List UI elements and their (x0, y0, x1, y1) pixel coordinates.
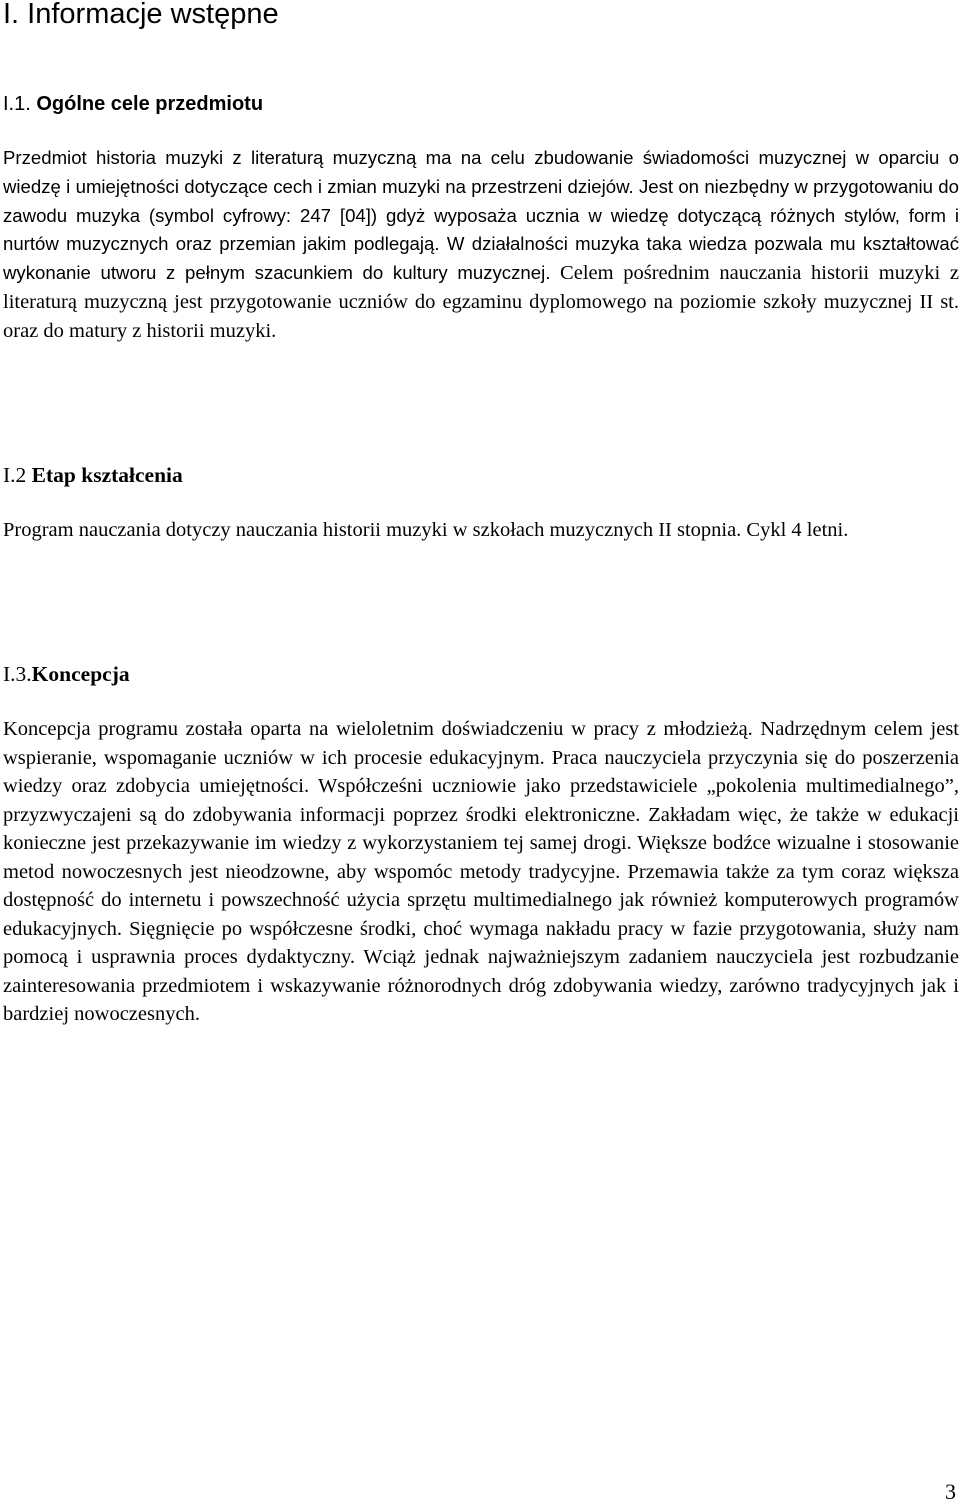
section-1-paragraph-serif: Celem pośrednim nauczania historii muzyki z literaturą muzyczną jest przygotowanie uczniów do egzaminu dyplomowego na poziomie szkoły muzycznej II st. oraz do matury z historii muzyki. (3, 262, 959, 342)
page-number: 3 (945, 1479, 956, 1504)
section-2-paragraph: Program nauczania dotyczy nauczania historii muzyki w szkołach muzycznych II stopnia. Cykl 4 letni. (3, 519, 849, 541)
section-2-heading (3, 461, 959, 489)
document-title: I. Informacje wstępne (3, 0, 279, 30)
section-3-number: I.3. (3, 662, 32, 686)
section-1-number: I.1. (3, 93, 31, 115)
section-2-number: I.2 (3, 463, 27, 487)
section-1-paragraph-sans: Przedmiot historia muzyki z literaturą muzyczną ma na celu zbudowanie świadomości muzycznej w oparciu o wiedzę i umiejętności dotyczące cech i zmian muzyki na przestrzeni dziejów. Jest on niezbędny w przygotowaniu do zawodu muzyka (symbol cyfrowy: 247 [04]) gdyż wyposaża ucznia w wiedzę dotyczącą różnych stylów, form i nurtów muzycznych oraz przemian jakim podlegają. W działalności muzyka taka wiedza pozwala mu kształtować wykonanie utworu z pełnym szacunkiem do kultury muzycznej. (3, 147, 959, 284)
section-1-heading (3, 90, 959, 118)
section-3-title: Koncepcja (31, 662, 130, 686)
section-3-heading (3, 660, 959, 688)
section-1-title: Ogólne cele przedmiotu (36, 93, 264, 115)
section-1-paragraph (3, 144, 959, 346)
section-3-paragraph: Koncepcja programu została oparta na wieloletnim doświadczeniu w pracy z młodzieżą. Nadrzędnym celem jest wspieranie, wspomaganie uczniów w ich procesie edukacyjnym. Praca nauczyciela przyczynia się do poszerzenia wiedzy oraz zdobycia umiejętności. Współcześni uczniowie jako przedstawiciele „pokolenia multimedialnego”, przyzwyczajeni są do zdobywania informacji poprzez środki elektroniczne. Zakładam więc, że także w edukacji konieczne jest przekazywanie im wiedzy z wykorzystaniem tej samej drogi. Większe bodźce wizualne i stosowanie metod nowoczesnych jest nieodzowne, aby wspomóc metody tradycyjne. Przemawia także za tym coraz większa dostępność do internetu i powszechność użycia sprzętu multimedialnego jak również komputerowych programów edukacyjnych. Sięgnięcie po współczesne środki, choć wymaga nakładu pracy w fazie przygotowania, służy nam pomocą i usprawnia proces dydaktyczny. Wciąż jednak najważniejszym zadaniem nauczyciela jest rozbudzanie zainteresowania przedmiotem i wskazywanie różnorodnych dróg zdobywania wiedzy, zarówno tradycyjnych jak i bardziej nowoczesnych. (3, 718, 959, 1025)
section-2-title: Etap kształcenia (31, 463, 183, 487)
